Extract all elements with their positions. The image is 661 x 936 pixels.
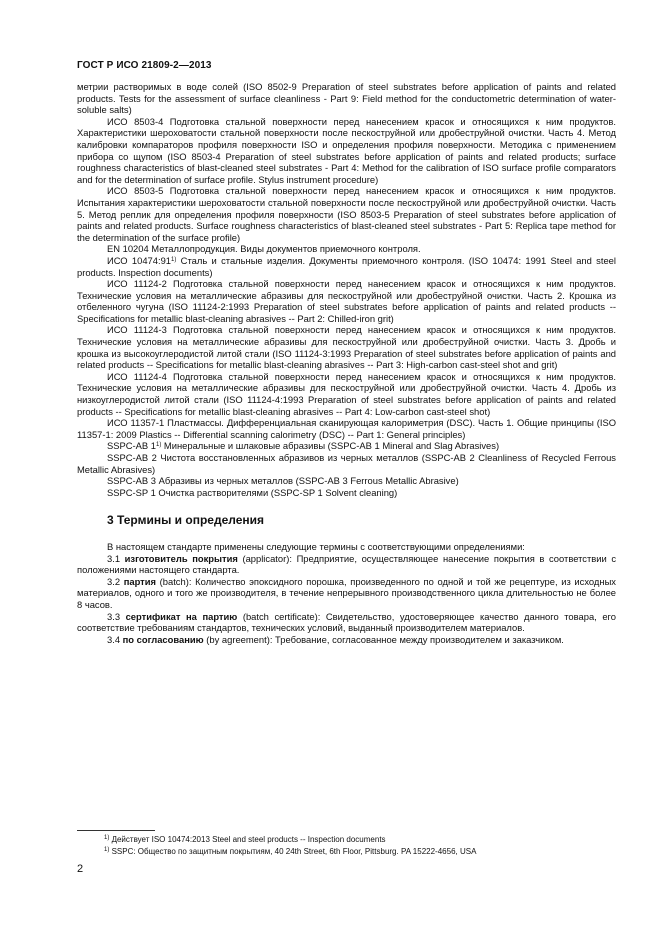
section-title: 3 Термины и определения [107, 513, 265, 528]
footnote-mark: 1) [104, 847, 110, 853]
term-number: 3.3 [107, 610, 126, 622]
reference-item: EN 10204 Металлопродукция. Виды документов приемочного контроля. [107, 243, 421, 255]
term-definition [77, 634, 616, 646]
term-english: (batch) [156, 575, 189, 587]
page-number: 2 [77, 863, 84, 875]
term-text: : Предприятие, осуществляющее нанесение покрытия в соответствии с положениями настоящего стандарта. [77, 552, 617, 576]
reference-item: SSPC-AB 2 Чистота восстановленных абразивов из черных металлов (SSPC-AB 2 Cleanliness of Recycled Ferrous Metallic Abrasives) [77, 452, 616, 475]
reference-item: метрии растворимых в воде солей (ISO 8502-9 Preparation of steel substrates before application of paints and related products. Tests for the assessment of surface cleanliness - Part 9: Field method for the conductometric determination of water-soluble salts) [77, 81, 616, 116]
reference-text: Минеральные и шлаковые абразивы (SSPC-AB 1 Mineral and Slag Abrasives) [161, 440, 500, 452]
term-definition [77, 576, 616, 611]
reference-code: SSPC-AB 1 [107, 440, 156, 452]
reference-item: ИСО 11124-3 Подготовка стальной поверхности перед нанесением красок и относящихся к ним продуктов. Технические условия на металлические абразивы для пескоструйной или дробеструйной очистки. Часть 3. Дробь и крошка из высокоуглеродистой литой стали (ISO 11124-3:1993 Preparation of steel substrates before application of paints and related products -- Specifications for metallic blast-cleaning abrasives -- Part 3: High-carbon cast-steel shot and grit) [77, 324, 616, 371]
term-text: : Требование, согласованное между производителем и заказчиком. [269, 633, 564, 645]
term-definition [77, 611, 616, 634]
footnote-mark: 1) [104, 835, 110, 841]
reference-item: SSPC-AB 3 Абразивы из черных металлов (SSPC-AB 3 Ferrous Metallic Abrasive) [107, 475, 459, 487]
term-text: : Количество эпоксидного порошка, произведенного по одной и той же рецептуре, из исходных материалов, одного и того же производителя, в течение непрерывного производственного цикла длительностью не более 8 часов. [77, 575, 616, 610]
footnote-mark: 1) [171, 256, 177, 263]
reference-item: ИСО 11357-1 Пластмассы. Дифференциальная сканирующая калориметрия (DSC). Часть 1. Общие принципы (ISO 11357-1: 2009 Plastics -- Differential scanning calorimetry (DSC) -- Part 1: General principles) [77, 417, 616, 440]
term-number: 3.4 [107, 633, 123, 645]
section-intro: В настоящем стандарте применены следующие термины с соответствующими определениями: [107, 540, 525, 552]
reference-item: ИСО 8503-4 Подготовка стальной поверхности перед нанесением красок и относящихся к ним продуктов. Характеристики шероховатости стальной поверхности после пескоструйной или дробеструйной очистки. Часть 4. Метод калибровки компараторов профиля поверхности ISO и определения профиля поверхности. Методика с применением прибора со щупом (ISO 8503-4 Preparation of steel substrates before application of paints and related products; surface roughness characteristics of blast-cleaned steel substrates - Part 4: Method for the calibration of ISO surface profile comparators and for the determination of surface profile. Stylus instrument procedure) [77, 115, 616, 185]
term-name: изготовитель покрытия [124, 552, 238, 564]
reference-item [77, 440, 616, 452]
term-name: партия [123, 575, 156, 587]
term-definition [77, 553, 616, 576]
footnote-mark: 1) [155, 442, 162, 449]
document-code-header: ГОСТ Р ИСО 21809-2—2013 [77, 60, 212, 71]
reference-item: ИСО 11124-2 Подготовка стальной поверхности перед нанесением красок и относящихся к ним продуктов. Технические условия на металлические абразивы для пескоструйной или дробеструйной очистки. Часть 2. Крошка из отбеленного чугуна (ISO 11124-2:1993 Preparation of steel substrates before application of paints and related products -- Specifications for metallic blast-cleaning abrasives -- Part 2: Chilled-iron grit) [77, 278, 616, 324]
document-body [77, 81, 616, 645]
reference-item: ИСО 11124-4 Подготовка стальной поверхности перед нанесением красок и относящихся к ним продуктов. Технические условия на металлические абразивы для пескоструйной или дробеструйной очистки. Часть 4. Дробь из низкоуглеродистой литой стали (ISO 11124-4:1993 Preparation of steel substrates before application of paints and related products -- Specifications for metallic blast-cleaning abrasives -- Part 4: Low-carbon cast-steel shot) [77, 370, 616, 417]
term-english: (applicator) [237, 552, 290, 564]
reference-item: SSPC-SP 1 Очистка растворителями (SSPC-SP 1 Solvent cleaning) [107, 486, 398, 498]
footnote-1 [104, 835, 386, 845]
footnote-text: Действует ISO 10474:2013 Steel and steel products -- Inspection documents [109, 835, 386, 844]
term-name: по согласованию [122, 633, 204, 645]
reference-item [77, 255, 616, 278]
footnote-2 [104, 847, 476, 857]
term-number: 3.2 [107, 575, 124, 587]
term-text: : Свидетельство, удостоверяющее качество данного товара, его соответствие требованиям стандартов, технических условий, выданный производителем материалов. [77, 610, 616, 634]
reference-item: ИСО 8503-5 Подготовка стальной поверхности перед нанесением красок и относящихся к ним продуктов. Испытания характеристики шероховатости стальной поверхности после пескоструйной или дробеструйной очистки. Часть 5. Метод реплик для определения профиля поверхности (ISO 8503-5 Preparation of steel substrates before application of paints and related products. Surface roughness characteristics of blast-cleaned steel substrates - Part 5: Replica tape method for the determination of the surface profile) [77, 185, 616, 243]
term-number: 3.1 [107, 552, 125, 564]
reference-code: ИСО 10474:91 [107, 254, 172, 266]
term-english: (by agreement) [203, 633, 270, 645]
reference-text: Сталь и стальные изделия. Документы приемочного контроля. (ISO 10474: 1991 Steel and steel products. Inspection documents) [77, 254, 616, 278]
footnote-text: SSPC: Общество по защитным покрытиям, 40 24th Street, 6th Floor, Pittsburg. PA 15222-4656, USA [109, 847, 477, 856]
term-name: сертификат на партию [125, 610, 238, 622]
term-english: (batch certificate) [237, 610, 318, 622]
footnote-divider [77, 830, 155, 831]
